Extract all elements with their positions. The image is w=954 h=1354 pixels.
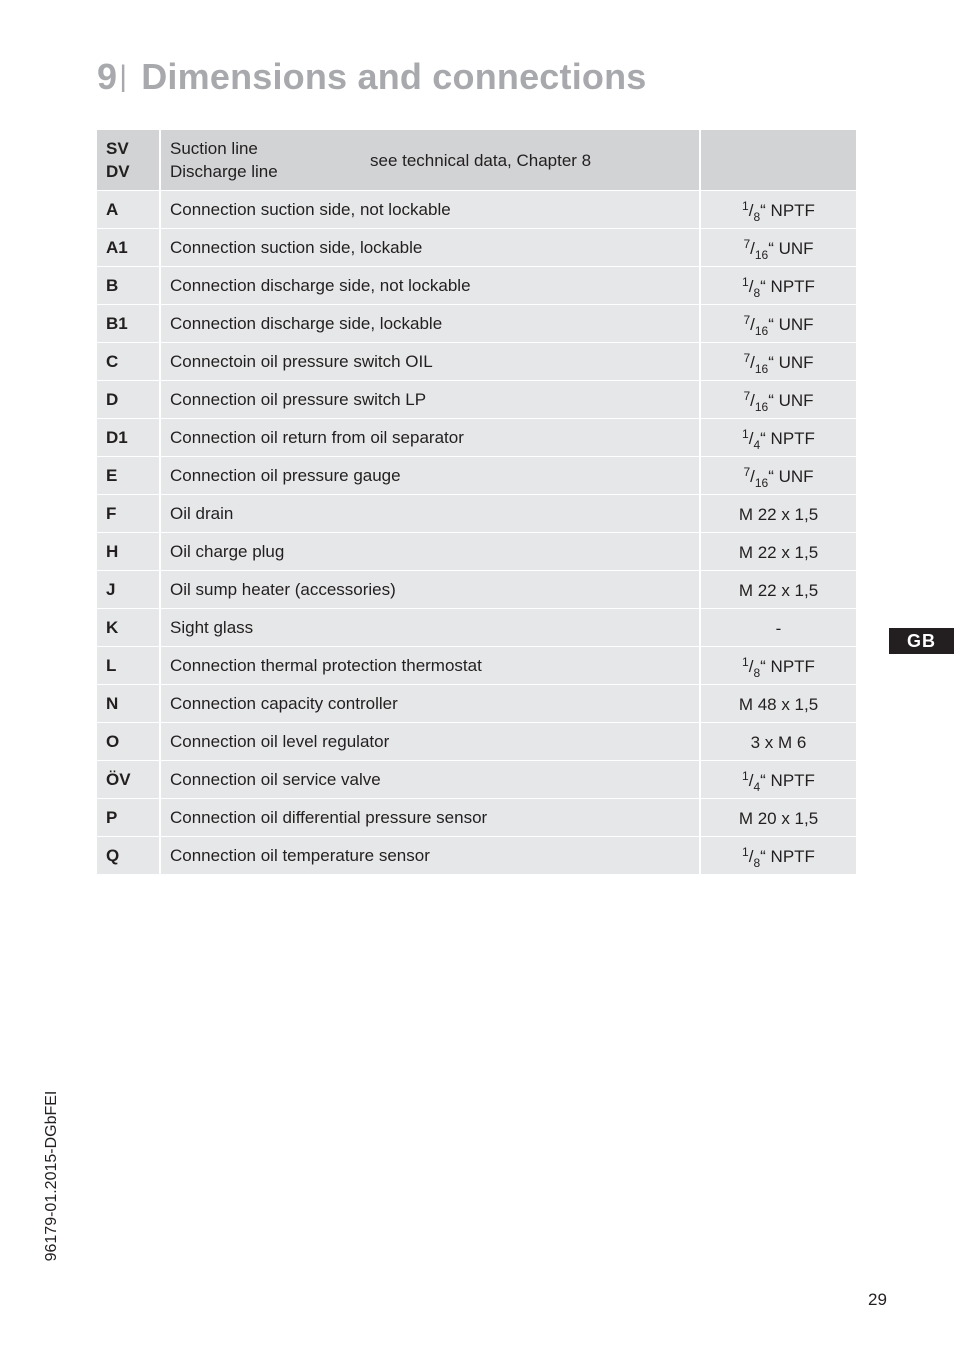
row-value: [701, 267, 856, 305]
table-row: [97, 381, 856, 419]
fraction-slash: /: [750, 314, 755, 334]
fraction-denominator: 8: [753, 209, 761, 224]
row-description: Sight glass: [161, 609, 701, 647]
value-text: M 22 x 1,5: [738, 542, 819, 562]
value-text: 3 x M 6: [750, 732, 807, 752]
table-row: [97, 191, 856, 229]
row-description: Connection thermal protection thermostat: [161, 647, 701, 685]
row-value: [701, 723, 856, 761]
row-description: Connection oil service valve: [161, 761, 701, 799]
header-code: DV: [106, 162, 130, 181]
fraction-slash: /: [748, 846, 754, 866]
row-code: N: [97, 685, 161, 723]
table-row: [97, 837, 856, 875]
row-description: Connection oil return from oil separator: [161, 419, 701, 457]
row-description: Oil drain: [161, 495, 701, 533]
row-description: Connection oil level regulator: [161, 723, 701, 761]
fraction-numerator: 7: [743, 350, 751, 365]
table-row: [97, 799, 856, 837]
row-value: [701, 609, 856, 647]
value-text: -: [775, 618, 782, 638]
row-value: [701, 685, 856, 723]
row-value: [701, 799, 856, 837]
fraction-numerator: 1: [742, 274, 749, 289]
row-code: P: [97, 799, 161, 837]
row-value: [701, 229, 856, 267]
row-description: Connection suction side, not lockable: [161, 191, 701, 229]
row-value: [701, 457, 856, 495]
fraction-denominator: 16: [754, 361, 769, 376]
row-code: H: [97, 533, 161, 571]
row-code: J: [97, 571, 161, 609]
fraction-denominator: 8: [753, 855, 761, 870]
fraction-numerator: 1: [742, 426, 749, 441]
row-value: [701, 533, 856, 571]
row-code: B1: [97, 305, 161, 343]
row-code: A: [97, 191, 161, 229]
table-row: [97, 647, 856, 685]
thread-type: “ UNF: [768, 466, 814, 486]
fraction-denominator: 16: [754, 475, 769, 490]
row-value: [701, 761, 856, 799]
row-description: Oil sump heater (accessories): [161, 571, 701, 609]
table-row: [97, 229, 856, 267]
table-row: [97, 457, 856, 495]
thread-type: “ UNF: [768, 352, 814, 372]
thread-type: “ NPTF: [760, 200, 815, 220]
row-value: [701, 837, 856, 875]
header-code: SV: [106, 139, 129, 158]
row-value: [701, 305, 856, 343]
table-row: [97, 267, 856, 305]
value-text: M 22 x 1,5: [738, 504, 819, 524]
table-row: [97, 305, 856, 343]
row-code: K: [97, 609, 161, 647]
fraction-slash: /: [748, 200, 754, 220]
chapter-title: Dimensions and connections: [141, 56, 647, 97]
thread-type: “ UNF: [768, 238, 814, 258]
row-value: [701, 647, 856, 685]
row-description: Oil charge plug: [161, 533, 701, 571]
row-value: [701, 495, 856, 533]
row-value: [701, 191, 856, 229]
header-line: Suction line: [170, 139, 258, 158]
row-code: B: [97, 267, 161, 305]
header-codes-cell: [97, 130, 161, 191]
row-code: A1: [97, 229, 161, 267]
thread-type: “ NPTF: [760, 770, 815, 790]
thread-type: “ NPTF: [760, 656, 815, 676]
header-value-cell: [701, 130, 856, 191]
row-code: D: [97, 381, 161, 419]
fraction-slash: /: [748, 276, 754, 296]
row-value: [701, 381, 856, 419]
fraction-numerator: 7: [743, 236, 751, 251]
row-value: [701, 343, 856, 381]
row-code: L: [97, 647, 161, 685]
fraction-slash: /: [748, 770, 754, 790]
page-title: [97, 56, 647, 98]
row-value: [701, 419, 856, 457]
connections-table: [97, 130, 856, 875]
row-description: Connection capacity controller: [161, 685, 701, 723]
table-row: [97, 533, 856, 571]
header-description-cell: [161, 130, 701, 191]
chapter-separator: |: [119, 60, 128, 93]
row-description: Connection suction side, lockable: [161, 229, 701, 267]
page-number: 29: [868, 1290, 887, 1309]
thread-type: “ UNF: [768, 390, 814, 410]
row-description: Connection oil differential pressure sensor: [161, 799, 701, 837]
row-code: Q: [97, 837, 161, 875]
thread-type: “ UNF: [768, 314, 814, 334]
row-code: F: [97, 495, 161, 533]
table-row: [97, 419, 856, 457]
row-code: C: [97, 343, 161, 381]
table-row: [97, 609, 856, 647]
row-code: ÖV: [97, 761, 161, 799]
fraction-denominator: 4: [753, 437, 761, 452]
language-tab-label: GB: [907, 630, 936, 651]
table-row: [97, 761, 856, 799]
fraction-numerator: 7: [743, 464, 751, 479]
fraction-numerator: 1: [742, 654, 749, 669]
value-text: M 48 x 1,5: [738, 694, 819, 714]
header-note: see technical data, Chapter 8: [370, 151, 592, 170]
fraction-slash: /: [748, 656, 754, 676]
fraction-denominator: 4: [753, 779, 761, 794]
fraction-numerator: 1: [742, 198, 749, 213]
fraction-denominator: 8: [753, 665, 761, 680]
table-row: [97, 571, 856, 609]
fraction-numerator: 1: [742, 768, 749, 783]
fraction-slash: /: [748, 428, 754, 448]
fraction-numerator: 7: [743, 312, 751, 327]
table-row: [97, 343, 856, 381]
row-code: D1: [97, 419, 161, 457]
fraction-numerator: 7: [743, 388, 751, 403]
thread-type: “ NPTF: [760, 428, 815, 448]
table-header-row: [97, 130, 856, 191]
row-code: O: [97, 723, 161, 761]
fraction-slash: /: [750, 390, 755, 410]
fraction-numerator: 1: [742, 844, 749, 859]
thread-type: “ NPTF: [760, 846, 815, 866]
row-description: Connectoin oil pressure switch OIL: [161, 343, 701, 381]
row-description: Connection oil temperature sensor: [161, 837, 701, 875]
table-row: [97, 495, 856, 533]
fraction-denominator: 16: [754, 399, 769, 414]
fraction-slash: /: [750, 238, 755, 258]
header-line: Discharge line: [170, 162, 278, 181]
document-code: 96179-01.2015-DGbFEI: [43, 1090, 60, 1262]
fraction-denominator: 8: [753, 285, 761, 300]
row-description: Connection discharge side, not lockable: [161, 267, 701, 305]
fraction-denominator: 16: [754, 323, 769, 338]
fraction-slash: /: [750, 466, 755, 486]
chapter-number: 9: [97, 56, 118, 97]
value-text: M 22 x 1,5: [738, 580, 819, 600]
row-description: Connection oil pressure gauge: [161, 457, 701, 495]
row-code: E: [97, 457, 161, 495]
fraction-slash: /: [750, 352, 755, 372]
table-row: [97, 723, 856, 761]
table-row: [97, 685, 856, 723]
thread-type: “ NPTF: [760, 276, 815, 296]
row-value: [701, 571, 856, 609]
fraction-denominator: 16: [754, 247, 769, 262]
value-text: M 20 x 1,5: [738, 808, 819, 828]
row-description: Connection oil pressure switch LP: [161, 381, 701, 419]
language-tab: [889, 628, 954, 654]
row-description: Connection discharge side, lockable: [161, 305, 701, 343]
